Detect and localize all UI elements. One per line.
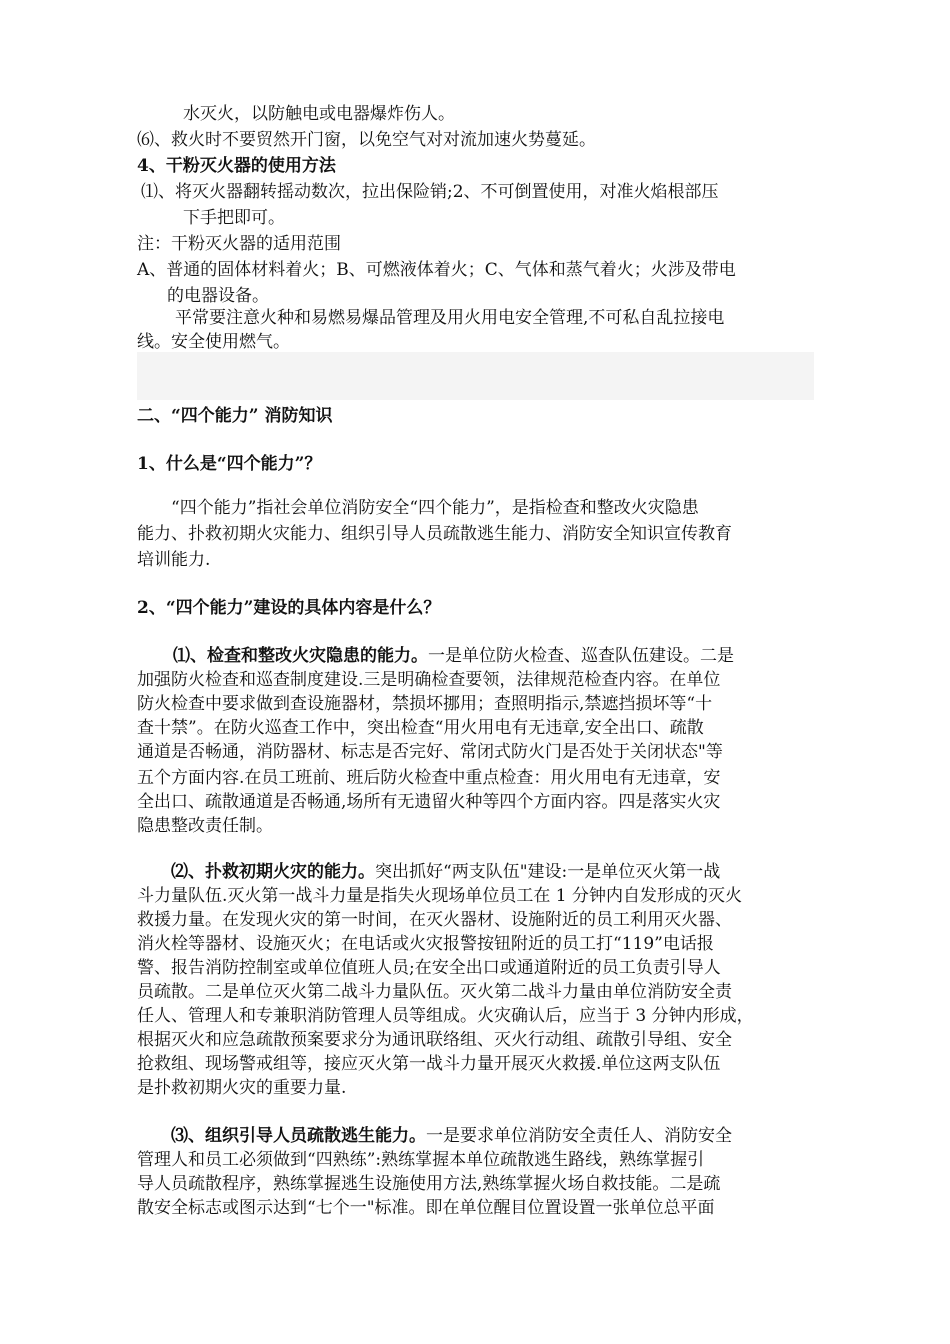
sub-heading: 2、“四个能力”建设的具体内容是什么？: [137, 598, 441, 618]
paragraph-line: 管理人和员工必须做到“四熟练”:熟练掌握本单位疏散逃生路线，熟练掌握引: [137, 1150, 705, 1170]
paragraph-line: 防火检查中要求做到查设施器材，禁损坏挪用；查照明指示,禁遮挡损坏等“十: [137, 694, 713, 714]
paragraph-line: 任人、管理人和专兼职消防管理人员等组成。火灾确认后，应当于 3 分钟内形成，: [137, 1006, 754, 1026]
paragraph-line: 抢救组、现场警戒组等，接应灭火第一战斗力量开展灭火救援.单位这两支队伍: [137, 1054, 721, 1074]
paragraph-line: [173, 644, 853, 668]
paragraph-line: 散安全标志或图示达到“七个一"标准。即在单位醒目位置设置一张单位总平面: [137, 1198, 715, 1218]
section-heading: 4、干粉灭火器的使用方法: [137, 156, 336, 176]
paragraph-line: 员疏散。二是单位灭火第二战斗力量队伍。灭火第二战斗力量由单位消防安全责: [137, 982, 732, 1002]
item-title: ⑵、扑救初期火灾的能力。: [171, 862, 375, 882]
paragraph-line: 消火栓等器材、设施灭火；在电话或火灾报警按钮附近的员工打“119”电话报: [137, 934, 714, 954]
paragraph-line: “四个能力”指社会单位消防安全“四个能力”，是指检查和整改火灾隐患: [171, 498, 699, 518]
paragraph-line: 隐患整改责任制。: [137, 816, 273, 836]
paragraph-line: 查十禁”。在防火巡查工作中，突出检查“用火用电有无违章,安全出口、疏散: [137, 718, 704, 738]
paragraph-line: 五个方面内容.在员工班前、班后防火检查中重点检查：用火用电有无违章，安: [137, 768, 721, 788]
text-line: A、普通的固体材料着火；B、可燃液体着火；C、气体和蒸气着火；火涉及带电: [137, 260, 736, 280]
text-line: 水灭火，以防触电或电器爆炸伤人。: [183, 104, 455, 124]
text-line: 注：干粉灭火器的适用范围: [137, 234, 341, 254]
text-line: 平常要注意火种和易燃易爆品管理及用火用电安全管理,不可私自乱拉接电: [175, 308, 725, 328]
shaded-band: [137, 352, 814, 400]
section-heading: 二、“四个能力” 消防知识: [137, 406, 333, 426]
paragraph-line: 培训能力.: [137, 550, 211, 570]
paragraph-line: 加强防火检查和巡查制度建设.三是明确检查要领，法律规范检查内容。在单位: [137, 670, 721, 690]
text-line: 下手把即可。: [183, 208, 285, 228]
paragraph-line: 救援力量。在发现火灾的第一时间，在灭火器材、设施附近的员工利用灭火器、: [137, 910, 732, 930]
item-text: 一是单位防火检查、巡查队伍建设。二是: [428, 646, 734, 666]
paragraph-line: 是扑救初期火灾的重要力量.: [137, 1078, 347, 1098]
text-line: 线。安全使用燃气。: [137, 332, 290, 352]
paragraph-line: [171, 1124, 851, 1148]
paragraph-line: 斗力量队伍.灭火第一战斗力量是指失火现场单位员工在 1 分钟内自发形成的灭火: [137, 886, 743, 906]
paragraph-line: [171, 860, 851, 884]
paragraph-line: 通道是否畅通，消防器材、标志是否完好、常闭式防火门是否处于关闭状态"等: [137, 742, 723, 762]
paragraph-line: 导人员疏散程序，熟练掌握逃生设施使用方法,熟练掌握火场自救技能。二是疏: [137, 1174, 721, 1194]
item-title: ⑴、检查和整改火灾隐患的能力。: [173, 646, 428, 666]
item-text: 一是要求单位消防安全责任人、消防安全: [426, 1126, 732, 1146]
paragraph-line: 全出口、疏散通道是否畅通,场所有无遗留火种等四个方面内容。四是落实火灾: [137, 792, 721, 812]
text-line: 的电器设备。: [167, 286, 269, 306]
item-title: ⑶、组织引导人员疏散逃生能力。: [171, 1126, 426, 1146]
paragraph-line: 警、报告消防控制室或单位值班人员;在安全出口或通道附近的员工负责引导人: [137, 958, 721, 978]
text-line: ⑴、将灭火器翻转摇动数次，拉出保险销;2、不可倒置使用，对准火焰根部压: [141, 182, 719, 202]
paragraph-line: 根据灭火和应急疏散预案要求分为通讯联络组、灭火行动组、疏散引导组、安全: [137, 1030, 732, 1050]
sub-heading: 1、什么是“四个能力”？: [137, 454, 322, 474]
item-text: 突出抓好“两支队伍"建设:一是单位灭火第一战: [375, 862, 721, 882]
paragraph-line: 能力、扑救初期火灾能力、组织引导人员疏散逃生能力、消防安全知识宣传教育: [137, 524, 732, 544]
text-line: ⑹、救火时不要贸然开门窗，以免空气对对流加速火势蔓延。: [137, 130, 596, 150]
